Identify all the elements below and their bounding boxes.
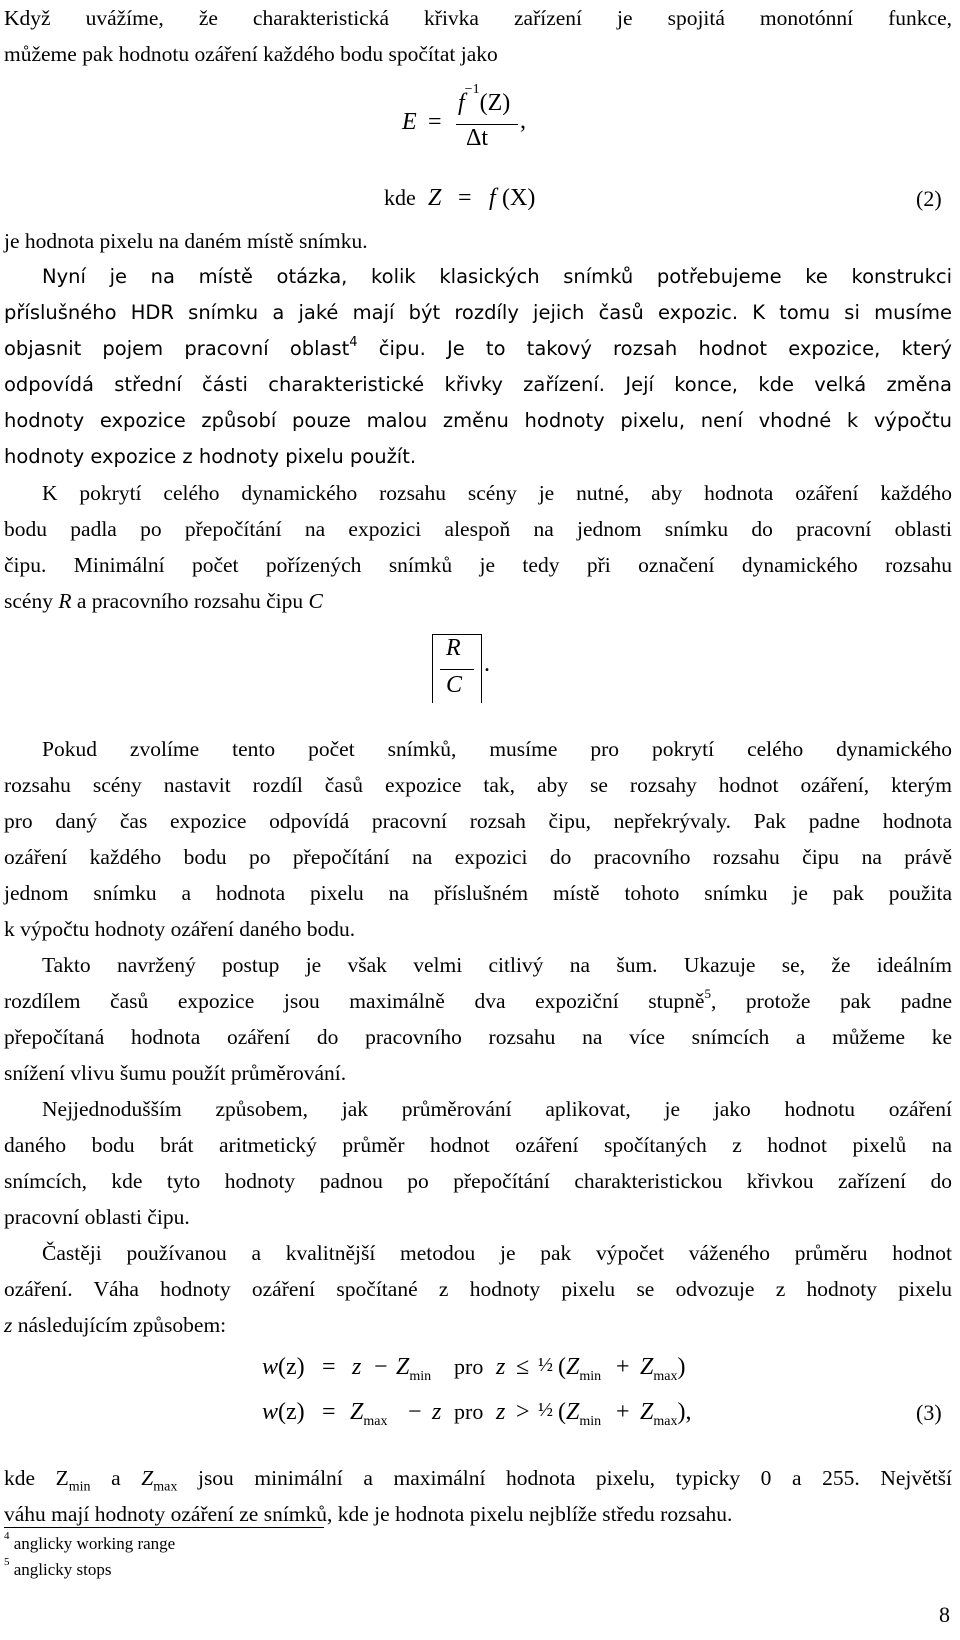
text-line: Častěji používanou a kvalitnější metodou je pak výpočet váženého průměru hodnot xyxy=(42,1241,952,1265)
text-line: je hodnota pixelu na daném místě snímku. xyxy=(4,229,368,253)
fraction-denominator: Δt xyxy=(466,125,489,151)
fraction-numerator: R xyxy=(446,635,461,661)
text-line: odpovídá střední části charakteristické křivky zařízení. Její konce, kde velká změna xyxy=(4,373,952,396)
paragraph-pixel xyxy=(4,223,952,259)
math-punctuation: , xyxy=(520,108,526,134)
paragraph-final xyxy=(4,1460,952,1532)
footnote-mark: 5 xyxy=(4,1556,10,1569)
text-line: pro daný čas expozice odpovídá pracovní rozsah čipu, nepřekrývaly. Pak padne hodnota xyxy=(4,809,952,833)
paragraph-working-range xyxy=(4,259,952,475)
fraction-numerator: $f^{-1}(Z)$ xyxy=(458,82,511,116)
text-line: Takto navržený postup je však velmi citlivý na šum. Ukazuje se, že ideálním xyxy=(42,953,952,977)
text-line: bodu padla po přepočítání na expozici alespoň na jednom snímku do pracovní oblasti xyxy=(4,517,952,541)
text-line: snímcích, kde tyto hodnoty padnou po přepočítání charakteristickou křivkou zařízení do xyxy=(4,1169,952,1193)
text-line: k výpočtu hodnoty ozáření daného bodu. xyxy=(4,917,356,941)
footnote xyxy=(4,1531,175,1557)
fraction-bar xyxy=(440,669,474,670)
text-line: ozáření. Váha hodnoty ozáření spočítané z hodnoty pixelu se odvozuje z hodnoty pixelu xyxy=(4,1277,952,1301)
paragraph-weighted xyxy=(4,1235,952,1343)
footnote-ref-5: 5 xyxy=(704,985,711,1001)
text-line: rozsahu scény nastavit rozdíl časů expozice tak, aby se rozsahy hodnot ozáření, kterým xyxy=(4,773,952,797)
text-line: příslušného HDR snímku a jaké mají být rozdíly jejich časů expozic. K tomu si musíme xyxy=(4,301,952,324)
equation-number: (3) xyxy=(916,1400,942,1425)
text-line: hodnoty expozice způsobí pouze malou změnu hodnoty pixelu, není vhodné k výpočtu xyxy=(4,409,952,432)
footnote-text: anglicky stops xyxy=(13,1560,112,1579)
math-operator: = xyxy=(458,185,472,211)
fraction-denominator: C xyxy=(446,672,463,698)
footnote-mark: 4 xyxy=(4,1530,10,1543)
paragraph-noise xyxy=(4,947,952,1091)
text-line: ozáření každého bodu po přepočítání na expozici do pracovního rozsahu čipu na právě xyxy=(4,845,952,869)
text-line: rozdílem časů expozice jsou maximálně dva expoziční stupně$^5$, protože pak padne xyxy=(4,985,953,1013)
text-line: kde $Z_{min}$ a $Z_{max}$ jsou minimální a maximální hodnota pixelu, typicky 0 a 255. Největší xyxy=(4,1466,953,1495)
text-line: z následujícím způsobem: xyxy=(4,1313,227,1337)
math-symbol: Z xyxy=(428,185,442,211)
footnote-ref-4: 4 xyxy=(349,334,358,350)
text-line: váhu mají hodnoty ozáření ze snímků, kde je hodnota pixelu nejblíže středu rozsahu. xyxy=(4,1502,733,1526)
math-symbol: E xyxy=(402,109,417,135)
paragraph-average xyxy=(4,1091,952,1235)
paragraph-coverage xyxy=(4,475,952,619)
footnote-text: anglicky working range xyxy=(13,1534,176,1553)
paragraph-choice xyxy=(4,731,952,947)
math-symbol: f xyxy=(489,185,496,211)
text-line: Nyní je na místě otázka, kolik klasických snímků potřebujeme ke konstrukci xyxy=(42,265,952,288)
text-line: jednom snímku a hodnota pixelu na příslušném místě tohoto snímku je pak použita xyxy=(4,881,952,905)
equation-number: (2) xyxy=(916,186,942,211)
text-line: Když uvážíme, že charakteristická křivka zařízení je spojitá monotónní funkce, xyxy=(4,6,952,30)
text-line: snížení vlivu šumu použít průměrování. xyxy=(4,1061,347,1085)
text-line: čipu. Minimální počet pořízených snímků je tedy při označení dynamického rozsahu xyxy=(4,553,952,577)
text-line: můžeme pak hodnotu ozáření každého bodu spočítat jako xyxy=(4,42,498,66)
text-line: přepočítaná hodnota ozáření do pracovního rozsahu na více snímcích a můžeme ke xyxy=(4,1025,952,1049)
paragraph-intro xyxy=(4,0,952,72)
text-line: Nejjednodušším způsobem, jak průměrování aplikovat, je jako hodnotu ozáření xyxy=(42,1097,952,1121)
math-text-kde: kde xyxy=(384,185,416,210)
text-line: scény R a pracovního rozsahu čipu C xyxy=(4,589,323,613)
document-page: Když uvážíme, že charakteristická křivka zařízení je spojitá monotónní funkce, můžeme pak hodnotu ozáření každého bodu spočítat jako E = $f^{-1}(Z)$ Δt , kde Z = f (X) (2) je hodnota pixelu na daném místě snímku. Nyní je na místě otázka, kolik klasických snímků potřebujeme ke konstrukci příslušného HDR snímku a jaké mají být rozdíly jejich časů expozic. K tomu si musíme objasnit pojem pracovní oblast$^4$ čipu. Je to takový rozsah hodnot expozice, který odpovídá střední části charakteristické křivky zařízení. Její konce, kde velká změna hodnoty expozice způsobí pouze malou změnu hodnoty pixelu, není vhodné k výpočtu hodnoty expozice z hodnoty pixelu použít. K pokrytí celého dynamického rozsahu scény je nutné, aby hodnota ozáření každého bodu padla po přepočítání na expozici alespoň na jednom snímku do pracovní oblasti čipu. Minimální počet pořízených snímků je tedy při označení dynamického rozsahu scény R a pracovního rozsahu čipu C R C . Pokud zvolíme tento počet snímků, musíme pro pokrytí celého dynamického rozsahu scény nastavit rozdíl časů expozice tak, aby se rozsahy hodnot ozáření, kterým pro daný čas expozice odpovídá pracovní rozsah čipu, nepřekrývaly. Pak padne hodnota ozáření každého bodu po přepočítání na expozici do pracovního rozsahu čipu na právě jednom snímku a hodnota pixelu na příslušném místě tohoto snímku je pak použita k výpočtu hodnoty ozáření daného bodu. Takto navržený postup je však velmi citlivý na šum. Ukazuje se, že ideálním rozdílem časů expozice jsou maximálně dva expoziční stupně$^5$, protože pak padne přepočítaná hodnota ozáření do pracovního rozsahu na více snímcích a můžeme ke snížení vlivu šumu použít průměrování. Nejjednodušším způsobem, jak průměrování aplikovat, je jako hodnotu ozáření daného bodu brát aritmetický průměr hodnot ozáření spočítaných z hodnot pixelů na snímcích, kde tyto hodnoty padnou po přepočítání charakteristickou křivkou zařízení do pracovní oblasti čipu. Častěji používanou a kvalitnější metodou je pak výpočet váženého průměru hodnot ozáření. Váha hodnoty ozáření spočítané z hodnoty pixelu se odvozuje z hodnoty pixelu z následujícím způsobem: w(z) = z − $Z_{min}$ pro z ≤ ½ ($Z_{min}$ + $Z_{max}$) w(z) = $Z_{max}$ − z pro z > ½ ($Z_{min}$ + $Z_{max}$), (3) kde $Z_{min}$ a $Z_{max}$ jsou minimální a maximální hodnota pixelu, typicky 0 a 255. Největší váhu mají hodnoty ozáření ze snímků, kde je hodnota pixelu nejblíže středu rozsahu. $^4$ anglicky working range $^5$ anglicky stops 8 xyxy=(0,0,960,1640)
text-line: hodnoty expozice z hodnoty pixelu použít. xyxy=(4,445,417,468)
text-line: objasnit pojem pracovní oblast$^4$ čipu. Je to takový rozsah hodnot expozice, který xyxy=(4,334,952,360)
text-line: Pokud zvolíme tento počet snímků, musíme pro pokrytí celého dynamického xyxy=(42,737,952,761)
math-punctuation: . xyxy=(484,651,490,677)
footnote xyxy=(4,1557,112,1583)
math-operator: = xyxy=(428,109,442,135)
text-line: K pokrytí celého dynamického rozsahu scény je nutné, aby hodnota ozáření každého xyxy=(42,481,952,505)
page-number: 8 xyxy=(939,1602,950,1627)
text-line: daného bodu brát aritmetický průměr hodnot ozáření spočítaných z hodnot pixelů na xyxy=(4,1133,952,1157)
footnote-separator xyxy=(4,1527,324,1528)
math-argument: (X) xyxy=(502,185,536,211)
text-line: pracovní oblasti čipu. xyxy=(4,1205,190,1229)
